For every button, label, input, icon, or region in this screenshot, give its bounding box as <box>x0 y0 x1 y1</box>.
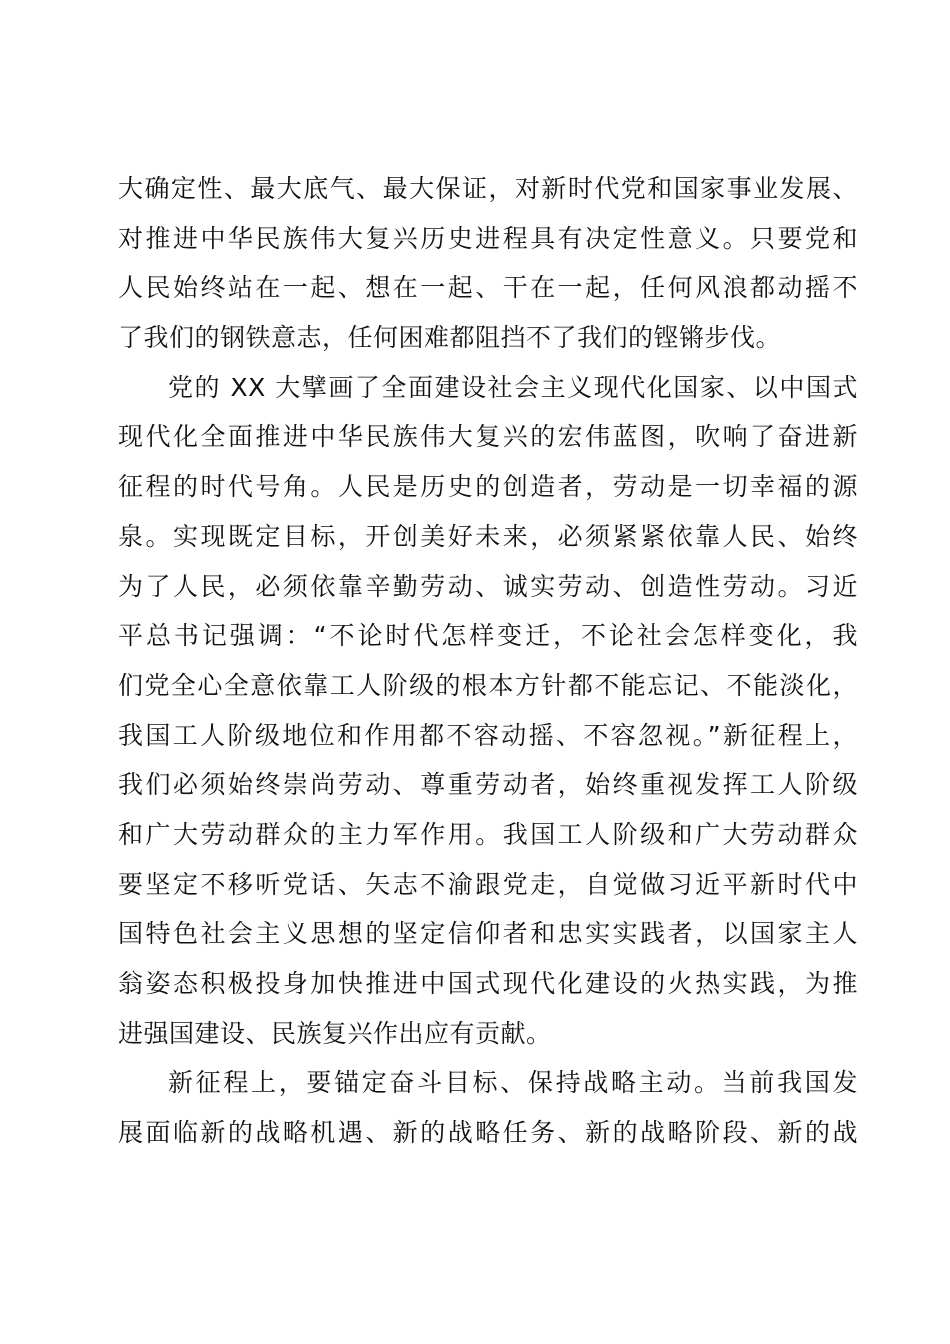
paragraph-2-line-4: 泉。实现既定目标，开创美好未来，必须紧紧依靠人民、始终 <box>118 521 858 551</box>
paragraph-2-line-13: 翁姿态积极投身加快推进中国式现代化建设的火热实践，为推 <box>118 969 858 998</box>
body-text <box>118 164 858 1158</box>
paragraph-1-line-3: 人民始终站在一起、想在一起、干在一起，任何风浪都动摇不 <box>118 273 858 303</box>
paragraph-1-line-4: 了我们的钢铁意志，任何困难都阻挡不了我们的铿锵步伐。 <box>118 323 782 353</box>
paragraph-1-line-1: 大确定性、最大底气、最大保证，对新时代党和国家事业发展、 <box>118 174 858 203</box>
paragraph-2-line-1: 党的 XX 大擘画了全面建设社会主义现代化国家、以中国式 <box>168 372 858 402</box>
paragraph-2-line-11: 要坚定不移听党话、矢志不渝跟党走，自觉做习近平新时代中 <box>118 869 858 899</box>
paragraph-3-line-1: 新征程上，要锚定奋斗目标、保持战略主动。当前我国发 <box>168 1068 858 1098</box>
paragraph-1-line-2: 对推进中华民族伟大复兴历史进程具有决定性意义。只要党和 <box>118 223 858 253</box>
paragraph-2-line-3: 征程的时代号角。人民是历史的创造者，劳动是一切幸福的源 <box>118 472 858 502</box>
paragraph-2-line-5: 为了人民，必须依靠辛勤劳动、诚实劳动、创造性劳动。习近 <box>118 571 858 601</box>
paragraph-2-line-2: 现代化全面推进中华民族伟大复兴的宏伟蓝图，吹响了奋进新 <box>118 422 858 452</box>
paragraph-2-line-14: 进强国建设、民族复兴作出应有贡献。 <box>118 1018 552 1048</box>
paragraph-2-line-10: 和广大劳动群众的主力军作用。我国工人阶级和广大劳动群众 <box>118 819 858 849</box>
paragraph-2-line-12: 国特色社会主义思想的坚定信仰者和忠实实践者，以国家主人 <box>118 919 858 949</box>
paragraph-2-line-9: 我们必须始终崇尚劳动、尊重劳动者，始终重视发挥工人阶级 <box>118 770 858 800</box>
paragraph-3-line-2: 展面临新的战略机遇、新的战略任务、新的战略阶段、新的战 <box>118 1118 858 1148</box>
paragraph-2-line-7: 们党全心全意依靠工人阶级的根本方针都不能忘记、不能淡化， <box>118 670 858 700</box>
paragraph-2-line-6: 平总书记强调：“不论时代怎样变迁，不论社会怎样变化，我 <box>118 621 858 651</box>
paragraph-2-line-8: 我国工人阶级地位和作用都不容动摇、不容忽视。”新征程上， <box>118 720 858 750</box>
